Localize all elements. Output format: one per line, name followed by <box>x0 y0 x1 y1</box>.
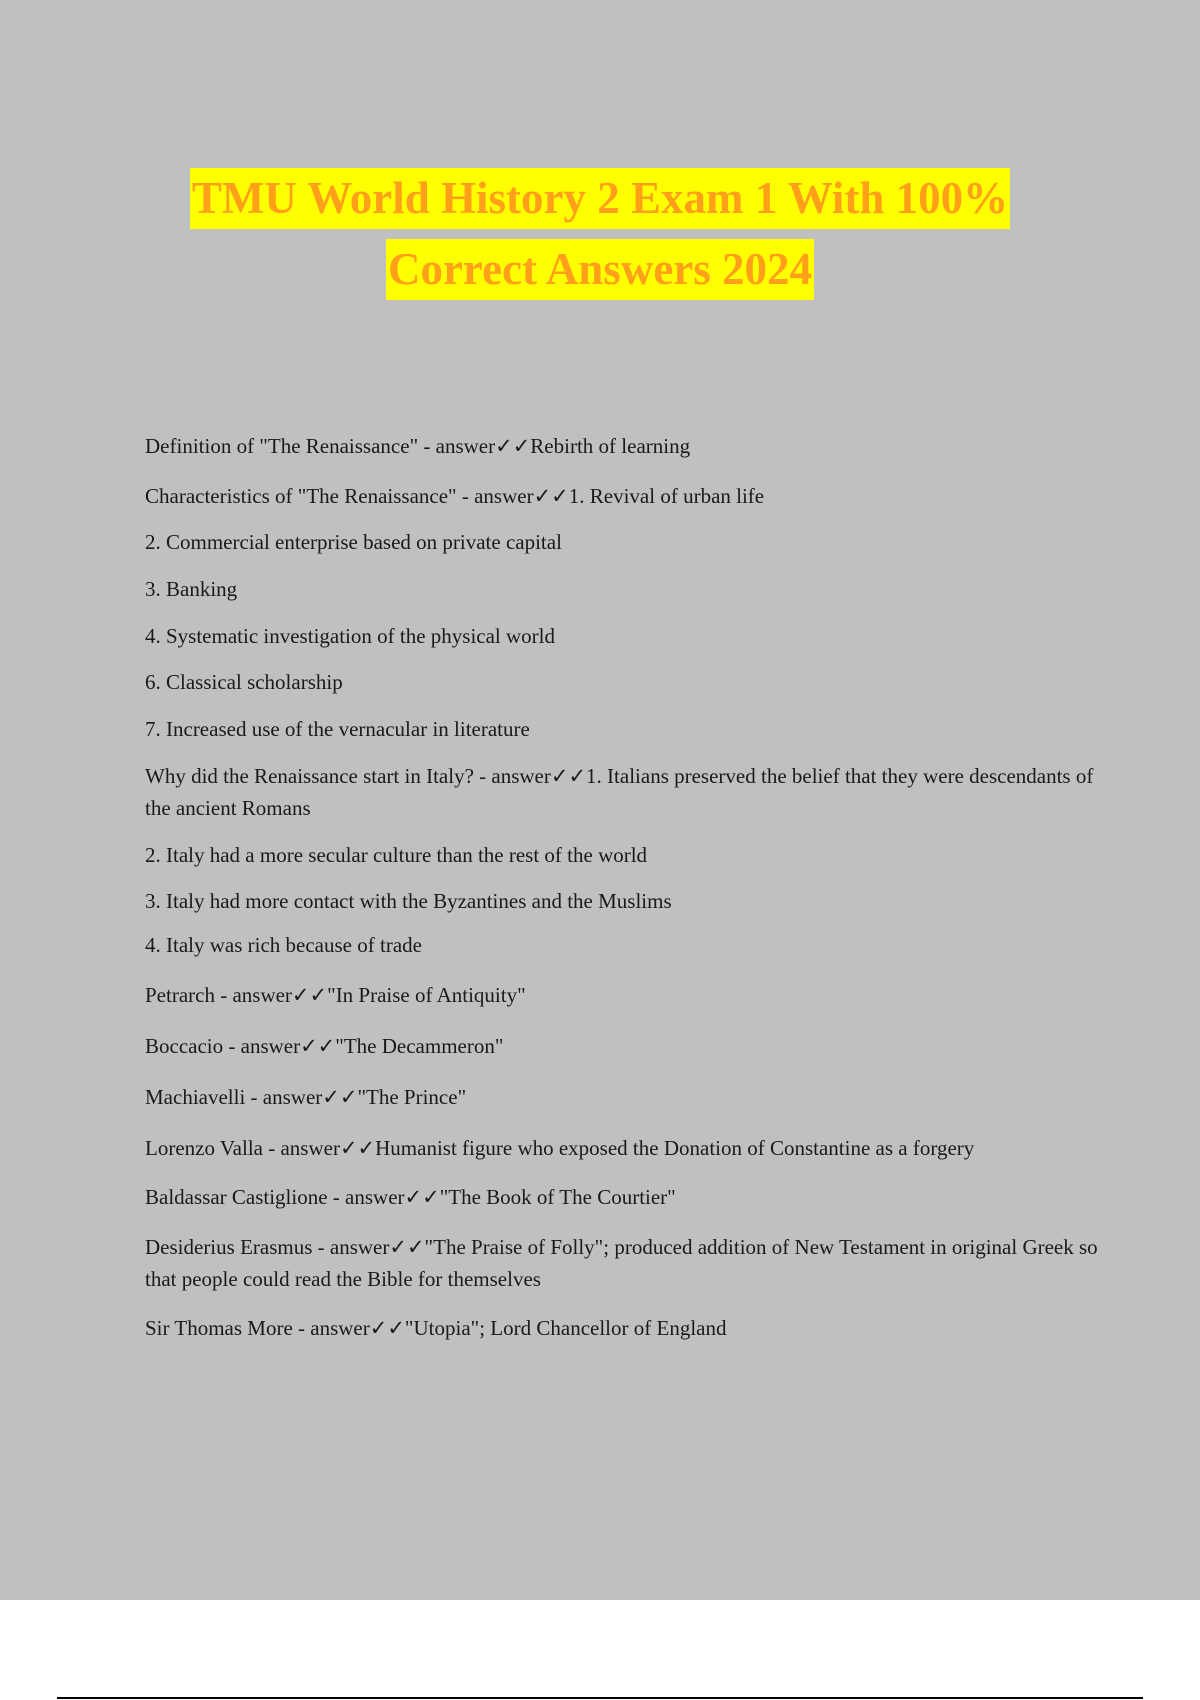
qa-entry: 2. Commercial enterprise based on private capital <box>145 530 562 554</box>
title-line-2: Correct Answers 2024 <box>386 239 814 300</box>
qa-entry: Characteristics of "The Renaissance" - answer✓✓1. Revival of urban life <box>145 484 765 508</box>
qa-entry: 4. Systematic investigation of the physical world <box>145 624 556 648</box>
qa-entry: 3. Banking <box>145 577 238 601</box>
qa-entry: 2. Italy had a more secular culture than the rest of the world <box>145 843 648 867</box>
qa-entry: 6. Classical scholarship <box>145 670 343 694</box>
qa-entry: Why did the Renaissance start in Italy? - answer✓✓1. Italians preserved the belief that they were descendants of the ancient Romans <box>145 764 1094 820</box>
qa-entry: Petrarch - answer✓✓"In Praise of Antiquity" <box>145 983 526 1007</box>
qa-entry: Boccacio - answer✓✓"The Decammeron" <box>145 1034 504 1058</box>
qa-entry: Lorenzo Valla - answer✓✓Humanist figure who exposed the Donation of Constantine as a forgery <box>145 1136 975 1160</box>
qa-list <box>145 430 1100 1344</box>
qa-entry: 3. Italy had more contact with the Byzantines and the Muslims <box>145 889 672 913</box>
document-title <box>0 168 1200 310</box>
qa-entry: 4. Italy was rich because of trade <box>145 933 422 957</box>
qa-entry: Machiavelli - answer✓✓"The Prince" <box>145 1085 467 1109</box>
qa-entry: Sir Thomas More - answer✓✓"Utopia"; Lord Chancellor of England <box>145 1316 727 1340</box>
qa-entry: Desiderius Erasmus - answer✓✓"The Praise of Folly"; produced addition of New Testament in original Greek so that people could read the Bible for themselves <box>145 1235 1098 1291</box>
qa-entry: Baldassar Castiglione - answer✓✓"The Book of The Courtier" <box>145 1185 676 1209</box>
qa-entry: Definition of "The Renaissance" - answer✓✓Rebirth of learning <box>145 434 691 458</box>
bottom-divider <box>57 1697 1143 1699</box>
qa-entry: 7. Increased use of the vernacular in literature <box>145 717 530 741</box>
title-line-1: TMU World History 2 Exam 1 With 100% <box>190 168 1010 229</box>
